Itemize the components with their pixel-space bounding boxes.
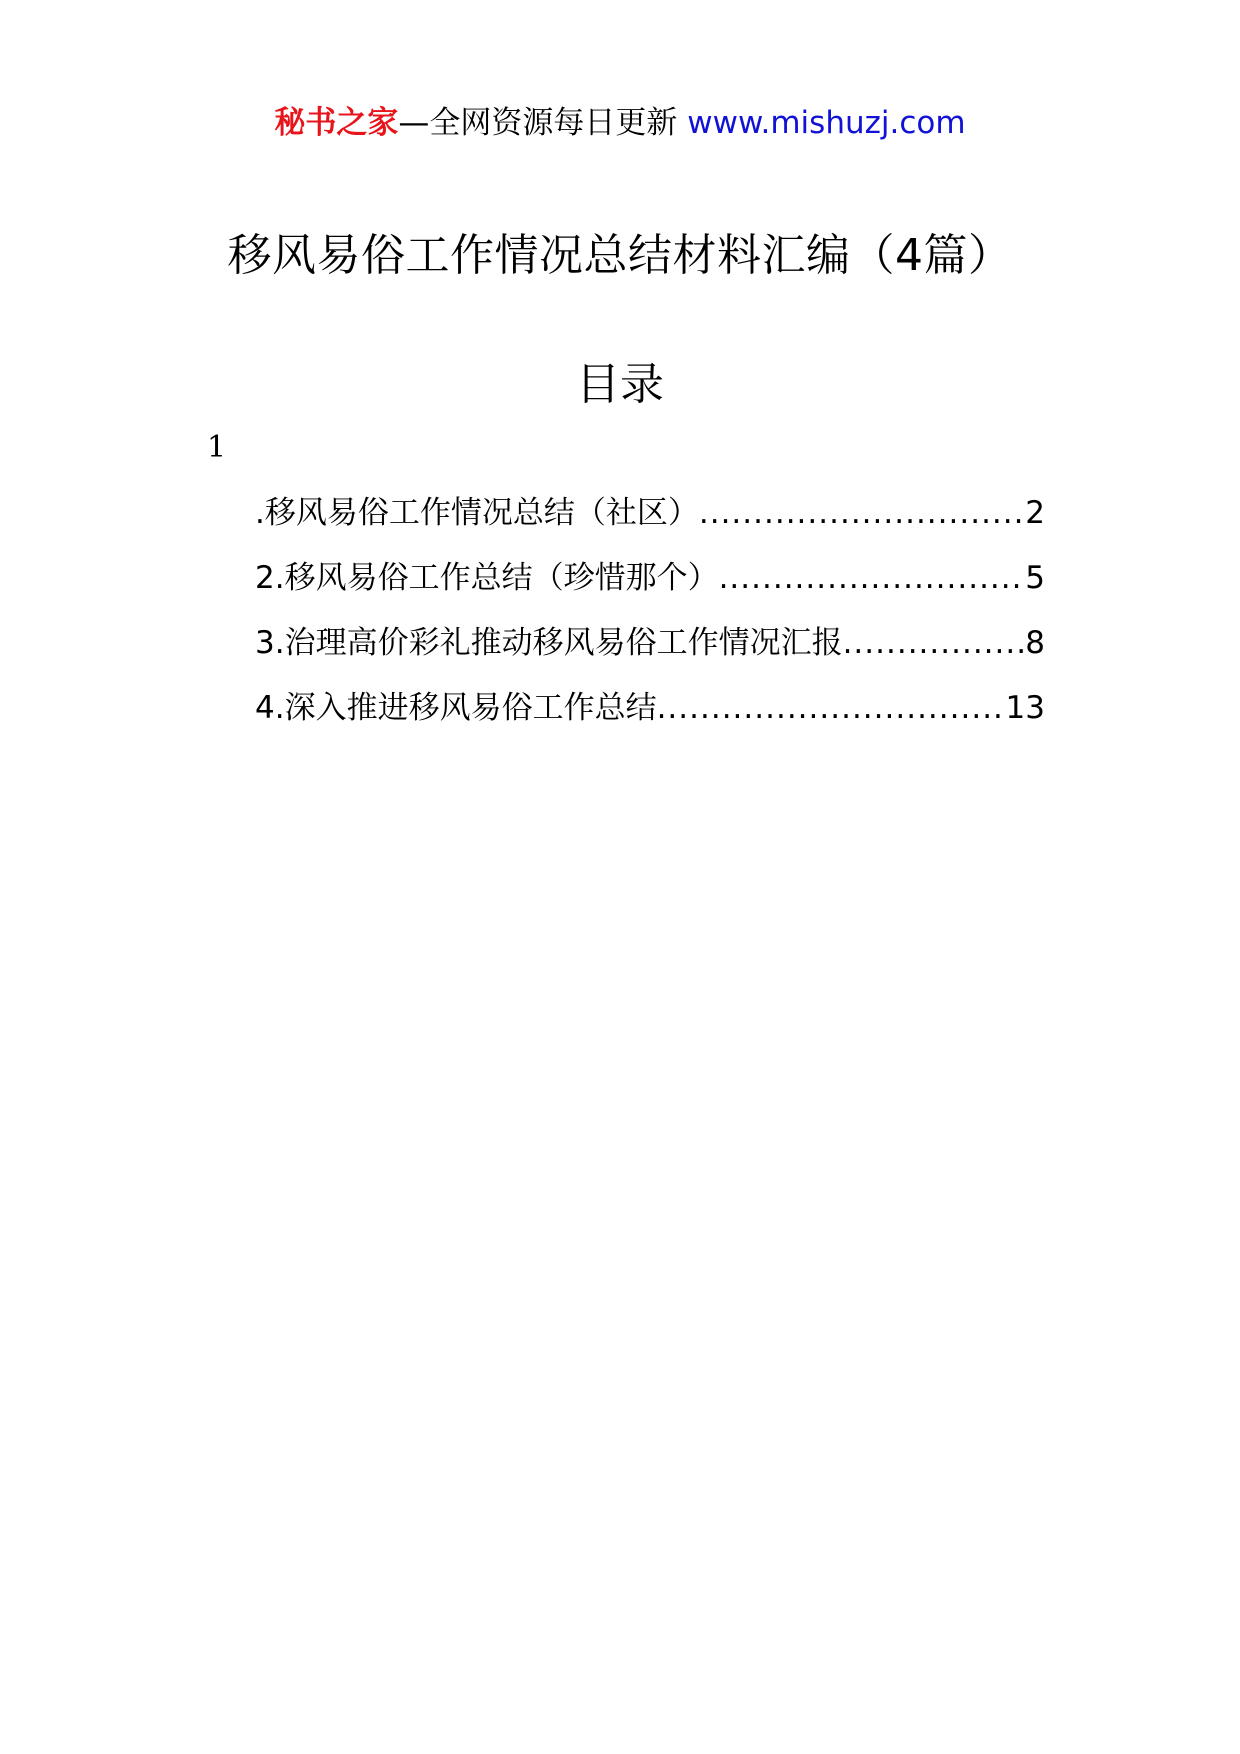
toc-entry-title: 2.移风易俗工作总结（珍惜那个） xyxy=(255,560,719,596)
toc-entry-title: 3.治理高价彩礼推动移风易俗工作情况汇报 xyxy=(255,625,843,661)
toc-heading: 目录 xyxy=(576,359,664,410)
brand-name: 秘书之家 xyxy=(274,105,399,141)
toc-dot-leader xyxy=(699,490,1023,536)
toc-entry-page: 13 xyxy=(1005,690,1045,726)
toc-entry-page: 5 xyxy=(1025,560,1045,596)
table-of-contents xyxy=(255,490,1045,750)
toc-stray-number: 1 xyxy=(207,430,227,465)
document-title: 移风易俗工作情况总结材料汇编（4篇） xyxy=(227,230,1013,281)
toc-entry-page: 8 xyxy=(1025,625,1045,661)
site-url-link[interactable]: www.mishuzj.com xyxy=(687,105,966,141)
toc-entry-title: 4.深入推进移风易俗工作总结 xyxy=(255,690,657,726)
toc-entry[interactable] xyxy=(255,555,1045,620)
toc-entry[interactable] xyxy=(255,620,1045,685)
header-tagline: —全网资源每日更新 xyxy=(398,105,678,141)
toc-dot-leader xyxy=(657,685,1004,731)
site-header xyxy=(0,100,1240,146)
toc-entry-title: .移风易俗工作情况总结（社区） xyxy=(255,495,699,531)
toc-dot-leader xyxy=(719,555,1024,601)
toc-entry[interactable] xyxy=(255,685,1045,750)
toc-entry[interactable] xyxy=(255,490,1045,555)
toc-entry-page: 2 xyxy=(1025,495,1045,531)
toc-dot-leader xyxy=(843,620,1024,666)
